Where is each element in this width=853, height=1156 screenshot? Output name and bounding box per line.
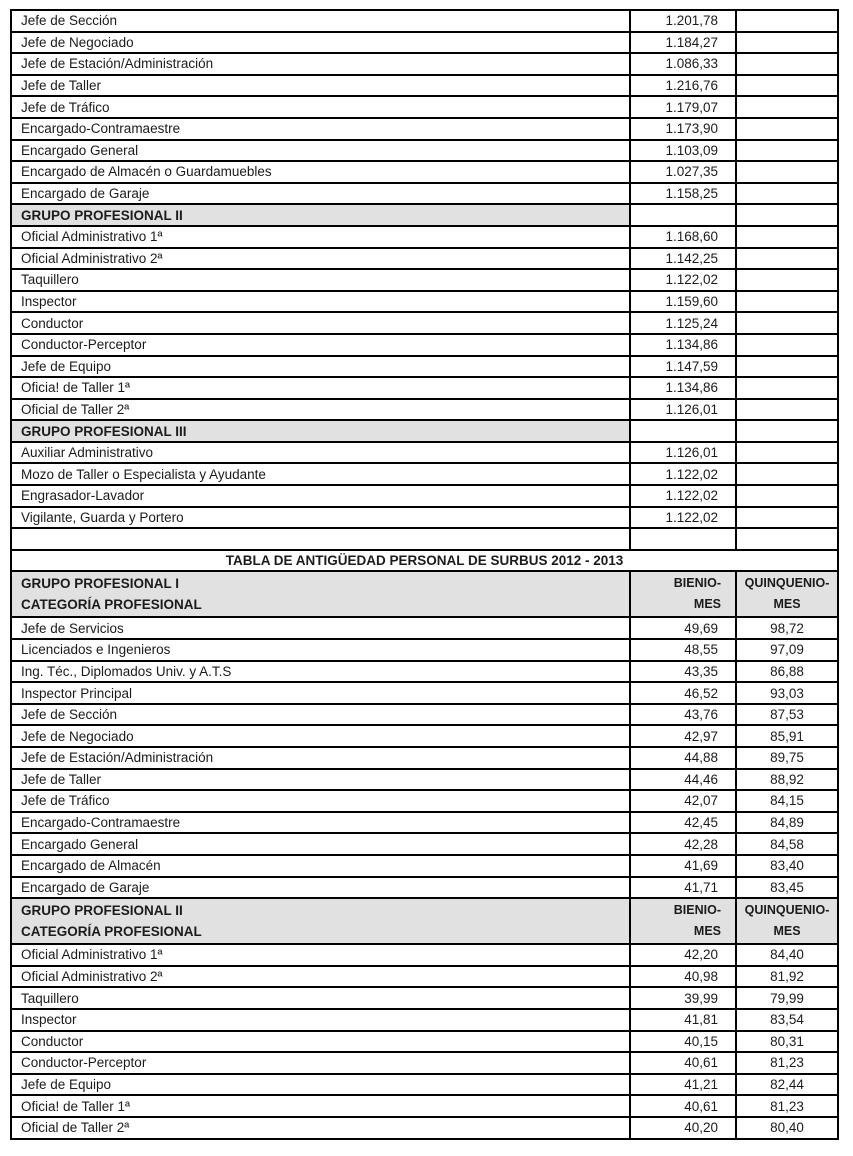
empty-cell [736,485,838,507]
category-cell: Jefe de Sección [11,10,630,32]
quinquenio-cell: 84,89 [736,812,838,834]
category-cell: Encargado de Almacén [11,855,630,877]
empty-cell [736,32,838,54]
table-row [11,855,838,877]
amount-cell: 1.158,25 [630,183,736,205]
table-row [11,725,838,747]
bienio-cell: 41,71 [630,877,736,899]
empty-cell [736,356,838,378]
seniority-table [10,549,839,1140]
bienio-cell: 49,69 [630,617,736,639]
table-row [11,10,838,32]
empty-cell [736,312,838,334]
category-cell: Taquillero [11,987,630,1009]
quinquenio-cell: 83,40 [736,855,838,877]
quinquenio-cell: 84,40 [736,944,838,966]
table-row [11,356,838,378]
empty-cell [630,528,736,550]
header-line: BIENIO- [673,903,721,918]
empty-cell [736,118,838,140]
category-cell: Oficial de Taller 2ª [11,1117,630,1139]
empty-cell [736,10,838,32]
empty-cell [736,420,838,442]
amount-cell: 1.122,02 [630,463,736,485]
table-row [11,1052,838,1074]
category-cell: Jefe de Servicios [11,617,630,639]
category-cell: Encargado-Contramaestre [11,118,630,140]
header-line: BIENIO- [673,576,721,591]
category-cell: Encargado General [11,833,630,855]
table-row [11,1074,838,1096]
table-row [11,833,838,855]
category-cell: Oficia! de Taller 1ª [11,377,630,399]
amount-cell: 1.134,86 [630,334,736,356]
amount-cell: 1.126,01 [630,442,736,464]
category-cell: Jefe de Equipo [11,356,630,378]
empty-cell [736,528,838,550]
empty-cell [736,140,838,162]
category-cell: Conductor [11,1031,630,1053]
table-row [11,75,838,97]
group-title-cell: GRUPO PROFESIONAL III [11,420,630,442]
category-cell: Oficial Administrativo 2ª [11,966,630,988]
bienio-cell: 42,07 [630,790,736,812]
header-line: GRUPO PROFESIONAL I [21,576,180,592]
header-line: QUINQUENIO- [744,903,830,918]
table-row [11,944,838,966]
table-row [11,485,838,507]
category-cell: Jefe de Taller [11,75,630,97]
table-title: TABLA DE ANTIGÜEDAD PERSONAL DE SURBUS 2012 - 2013 [11,550,838,572]
table-row [11,248,838,270]
table-row [11,334,838,356]
category-cell: Encargado de Almacén o Guardamuebles [11,161,630,183]
group-header-row [11,204,838,226]
table-row [11,53,838,75]
empty-cell [736,377,838,399]
quinquenio-cell: 83,45 [736,877,838,899]
category-cell: Jefe de Estación/Administración [11,747,630,769]
amount-cell: 1.122,02 [630,507,736,529]
quinquenio-cell: 88,92 [736,769,838,791]
quinquenio-cell: 86,88 [736,661,838,683]
table-row [11,1031,838,1053]
category-cell: Jefe de Negociado [11,32,630,54]
table-row [11,399,838,421]
quinquenio-cell: 98,72 [736,617,838,639]
category-cell: Oficial Administrativo 1ª [11,226,630,248]
bienio-cell: 40,20 [630,1117,736,1139]
amount-cell: 1.142,25 [630,248,736,270]
amount-cell: 1.147,59 [630,356,736,378]
bienio-cell: 42,45 [630,812,736,834]
empty-cell [736,75,838,97]
table-row [11,96,838,118]
group-title-cell [11,898,630,944]
category-cell: Oficial Administrativo 1ª [11,944,630,966]
amount-cell: 1.027,35 [630,161,736,183]
empty-cell [736,291,838,313]
category-cell: Jefe de Estación/Administración [11,53,630,75]
table-row [11,312,838,334]
table-row [11,790,838,812]
table-row [11,507,838,529]
category-cell: Oficial Administrativo 2ª [11,248,630,270]
table-row [11,704,838,726]
category-cell: Conductor-Perceptor [11,1052,630,1074]
bienio-cell: 44,46 [630,769,736,791]
category-cell: Inspector [11,291,630,313]
table-row [11,377,838,399]
quinquenio-cell: 89,75 [736,747,838,769]
column-header-row [11,571,838,617]
header-line: CATEGORÍA PROFESIONAL [21,924,202,940]
empty-cell [736,226,838,248]
amount-cell: 1.201,78 [630,10,736,32]
header-line: MES [773,597,801,612]
quinquenio-header-cell [736,898,838,944]
table-row [11,161,838,183]
category-cell: Oficia! de Taller 1ª [11,1095,630,1117]
amount-cell: 1.122,02 [630,485,736,507]
category-cell: Licenciados e Ingenieros [11,639,630,661]
bienio-cell: 42,20 [630,944,736,966]
category-cell: Jefe de Negociado [11,725,630,747]
category-cell: Auxiliar Administrativo [11,442,630,464]
quinquenio-cell: 79,99 [736,987,838,1009]
bienio-cell: 43,76 [630,704,736,726]
table-row [11,1095,838,1117]
table-row [11,442,838,464]
empty-cell [736,53,838,75]
table-row [11,118,838,140]
table-row [11,639,838,661]
empty-cell [630,204,736,226]
table-row [11,661,838,683]
bienio-cell: 42,97 [630,725,736,747]
bienio-cell: 40,98 [630,966,736,988]
amount-cell: 1.134,86 [630,377,736,399]
header-line: MES [693,597,721,612]
seniority-table-body [11,550,838,1139]
table-row [11,1117,838,1139]
bienio-cell: 48,55 [630,639,736,661]
table-row [11,463,838,485]
category-cell: Oficial de Taller 2ª [11,399,630,421]
table-row [11,769,838,791]
table-row [11,269,838,291]
empty-cell [736,96,838,118]
category-cell: Conductor-Perceptor [11,334,630,356]
table-row [11,291,838,313]
bienio-cell: 40,61 [630,1052,736,1074]
quinquenio-cell: 80,40 [736,1117,838,1139]
empty-cell [736,399,838,421]
empty-cell [736,269,838,291]
bienio-cell: 40,61 [630,1095,736,1117]
empty-cell [736,507,838,529]
category-cell: Jefe de Tráfico [11,96,630,118]
bienio-cell: 41,21 [630,1074,736,1096]
quinquenio-cell: 80,31 [736,1031,838,1053]
table-row [11,682,838,704]
quinquenio-cell: 83,54 [736,1009,838,1031]
group-title-cell: GRUPO PROFESIONAL II [11,204,630,226]
table-row [11,226,838,248]
category-cell: Conductor [11,312,630,334]
column-header-row [11,898,838,944]
table-row [11,183,838,205]
amount-cell: 1.173,90 [630,118,736,140]
table-row [11,877,838,899]
empty-cell [736,334,838,356]
table-row [11,747,838,769]
bienio-header-cell [630,898,736,944]
header-line: QUINQUENIO- [744,576,830,591]
bienio-header-cell [630,571,736,617]
bienio-cell: 40,15 [630,1031,736,1053]
category-cell: Mozo de Taller o Especialista y Ayudante [11,463,630,485]
amount-cell: 1.125,24 [630,312,736,334]
category-cell: Encargado-Contramaestre [11,812,630,834]
empty-cell [736,161,838,183]
amount-cell: 1.122,02 [630,269,736,291]
category-cell: Taquillero [11,269,630,291]
category-cell: Engrasador-Lavador [11,485,630,507]
empty-cell [11,528,630,550]
title-row [11,550,838,572]
quinquenio-cell: 97,09 [736,639,838,661]
quinquenio-cell: 84,15 [736,790,838,812]
quinquenio-cell: 93,03 [736,682,838,704]
category-cell: Encargado de Garaje [11,183,630,205]
empty-cell [736,183,838,205]
category-cell: Encargado de Garaje [11,877,630,899]
amount-cell: 1.184,27 [630,32,736,54]
quinquenio-cell: 82,44 [736,1074,838,1096]
category-cell: Vigilante, Guarda y Portero [11,507,630,529]
category-cell: Inspector [11,1009,630,1031]
category-cell: Jefe de Sección [11,704,630,726]
table-row [11,617,838,639]
bienio-cell: 41,81 [630,1009,736,1031]
quinquenio-header-cell [736,571,838,617]
category-cell: Jefe de Tráfico [11,790,630,812]
table-row [11,32,838,54]
amount-cell: 1.126,01 [630,399,736,421]
category-cell: Jefe de Equipo [11,1074,630,1096]
bienio-cell: 44,88 [630,747,736,769]
amount-cell: 1.159,60 [630,291,736,313]
empty-cell [630,420,736,442]
quinquenio-cell: 81,92 [736,966,838,988]
header-line: GRUPO PROFESIONAL II [21,903,183,919]
amount-cell: 1.168,60 [630,226,736,248]
bienio-cell: 46,52 [630,682,736,704]
bienio-cell: 41,69 [630,855,736,877]
table-row [11,140,838,162]
category-cell: Encargado General [11,140,630,162]
group-header-row [11,420,838,442]
empty-cell [736,248,838,270]
table-row [11,1009,838,1031]
amount-cell: 1.179,07 [630,96,736,118]
document-page [10,9,837,1140]
empty-cell [736,204,838,226]
group-title-cell [11,571,630,617]
header-line: MES [773,924,801,939]
salary-table-body [11,10,838,550]
quinquenio-cell: 84,58 [736,833,838,855]
header-line: CATEGORÍA PROFESIONAL [21,597,202,613]
amount-cell: 1.086,33 [630,53,736,75]
empty-row [11,528,838,550]
table-row [11,987,838,1009]
amount-cell: 1.216,76 [630,75,736,97]
amount-cell: 1.103,09 [630,140,736,162]
salary-table [10,9,839,551]
category-cell: Ing. Téc., Diplomados Univ. y A.T.S [11,661,630,683]
bienio-cell: 42,28 [630,833,736,855]
header-line: MES [693,924,721,939]
quinquenio-cell: 87,53 [736,704,838,726]
table-row [11,812,838,834]
quinquenio-cell: 85,91 [736,725,838,747]
empty-cell [736,463,838,485]
table-row [11,966,838,988]
bienio-cell: 39,99 [630,987,736,1009]
bienio-cell: 43,35 [630,661,736,683]
quinquenio-cell: 81,23 [736,1052,838,1074]
empty-cell [736,442,838,464]
category-cell: Jefe de Taller [11,769,630,791]
category-cell: Inspector Principal [11,682,630,704]
quinquenio-cell: 81,23 [736,1095,838,1117]
